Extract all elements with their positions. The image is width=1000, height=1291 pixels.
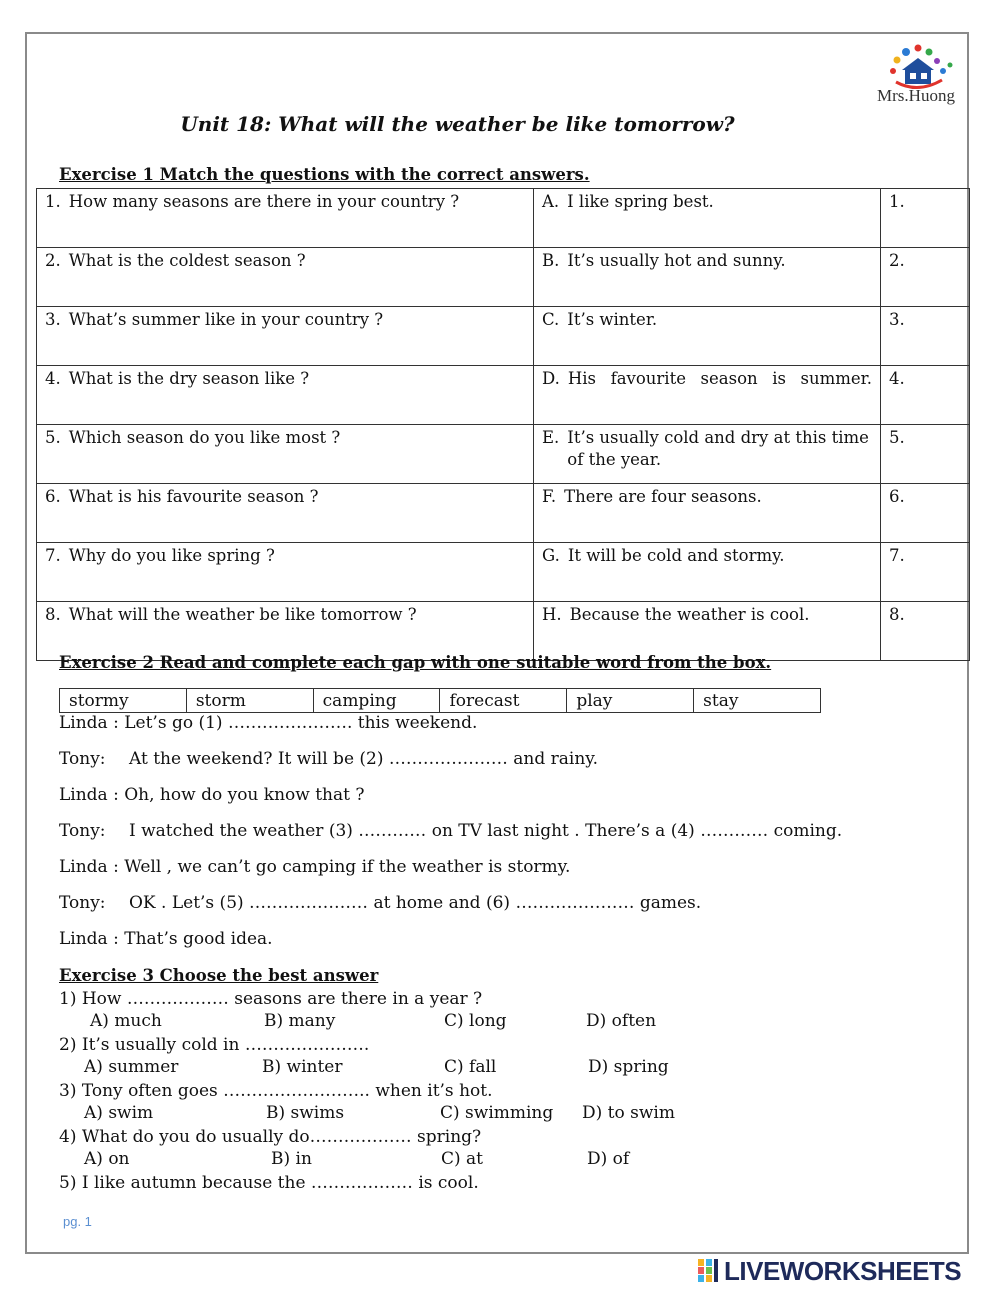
answer-slot[interactable]: 1. xyxy=(881,189,970,248)
speaker-name: Tony: xyxy=(59,821,106,841)
question-text: What is the coldest season ? xyxy=(68,251,306,270)
word-box-item: play xyxy=(567,689,694,713)
matching-table xyxy=(36,188,970,661)
question-number: 5. xyxy=(45,428,61,447)
answer-slot[interactable]: 4. xyxy=(881,366,970,425)
word-box-item: stormy xyxy=(60,689,187,713)
answer-slot[interactable]: 5. xyxy=(881,425,970,484)
dialogue-text[interactable]: At the weekend? It will be (2) ………………… and rainy. xyxy=(129,749,599,769)
answer-option[interactable]: D) often xyxy=(586,1011,657,1031)
dialogue-text: That’s good idea. xyxy=(124,929,273,949)
answer-option[interactable]: C) swimming xyxy=(440,1103,554,1123)
answer-text: I like spring best. xyxy=(567,192,714,211)
answer-option[interactable]: C) at xyxy=(441,1149,484,1169)
answer-option[interactable]: B) winter xyxy=(262,1057,343,1077)
answer-letter: E. xyxy=(542,428,560,447)
page-number: pg. 1 xyxy=(63,1214,92,1229)
question-text: Why do you like spring ? xyxy=(68,546,275,565)
answer-slot[interactable]: 3. xyxy=(881,307,970,366)
dialogue-line xyxy=(59,821,842,841)
question-text: How many seasons are there in your country ? xyxy=(68,192,460,211)
word-box-item: camping xyxy=(313,689,440,713)
question-number: 4. xyxy=(45,369,61,388)
answer-letter: B. xyxy=(542,251,560,270)
dialogue-text[interactable]: I watched the weather (3) ………… on TV last night . There’s a (4) ………… coming. xyxy=(129,821,843,841)
answer-option[interactable]: D) to swim xyxy=(582,1103,675,1123)
logo-text: Mrs.Huong xyxy=(877,86,955,105)
word-box-item: forecast xyxy=(440,689,567,713)
dialogue-line xyxy=(59,713,477,733)
table-row xyxy=(37,307,970,366)
exercise-2-heading: Exercise 2 Read and complete each gap with one suitable word from the box. xyxy=(59,653,772,672)
exercise-3-heading: Exercise 3 Choose the best answer xyxy=(59,966,379,985)
answer-text: His favourite season is summer. xyxy=(567,369,872,388)
answer-option[interactable]: B) swims xyxy=(266,1103,345,1123)
liveworksheets-logo xyxy=(698,1255,962,1286)
word-box xyxy=(59,688,821,713)
word-box-item: storm xyxy=(186,689,313,713)
dialogue-text: Well , we can’t go camping if the weather is stormy. xyxy=(124,857,571,877)
answer-letter: A. xyxy=(542,192,560,211)
table-row xyxy=(37,189,970,248)
table-row xyxy=(37,602,970,661)
answer-option[interactable]: A) much xyxy=(90,1011,162,1031)
question-number: 7. xyxy=(45,546,61,565)
answer-option[interactable]: B) many xyxy=(264,1011,336,1031)
answer-letter: C. xyxy=(542,310,560,329)
question-number: 1. xyxy=(45,192,61,211)
question-number: 6. xyxy=(45,487,61,506)
answer-option[interactable]: D) spring xyxy=(588,1057,669,1077)
dialogue-text[interactable]: Let’s go (1) …………………. this weekend. xyxy=(124,713,478,733)
question-text: What’s summer like in your country ? xyxy=(68,310,384,329)
answer-option[interactable]: A) swim xyxy=(84,1103,154,1123)
question-text[interactable]: 5) I like autumn because the ……………… is cool. xyxy=(59,1173,479,1193)
answer-slot[interactable]: 7. xyxy=(881,543,970,602)
answer-option[interactable]: C) fall xyxy=(444,1057,497,1077)
dialogue-text: Oh, how do you know that ? xyxy=(124,785,365,805)
question-number: 3. xyxy=(45,310,61,329)
question-text: What is the dry season like ? xyxy=(68,369,310,388)
answer-option[interactable]: B) in xyxy=(271,1149,312,1169)
dialogue-line xyxy=(59,929,273,949)
answer-text: It’s winter. xyxy=(567,310,658,329)
answer-text: Because the weather is cool. xyxy=(569,605,810,624)
dialogue-line xyxy=(59,893,701,913)
answer-letter: F. xyxy=(542,487,557,506)
speaker-name: Tony: xyxy=(59,749,106,769)
speaker-name: Linda : xyxy=(59,713,119,733)
speaker-name: Linda : xyxy=(59,857,119,877)
answer-text: There are four seasons. xyxy=(564,487,762,506)
table-row xyxy=(37,366,970,425)
speaker-name: Tony: xyxy=(59,893,106,913)
answer-slot[interactable]: 2. xyxy=(881,248,970,307)
answer-letter: H. xyxy=(542,605,562,624)
answer-option[interactable]: C) long xyxy=(444,1011,507,1031)
question-text: Which season do you like most ? xyxy=(68,428,341,447)
answer-slot[interactable]: 6. xyxy=(881,484,970,543)
answer-text: It’s usually cold and dry at this time of the year. xyxy=(567,428,869,469)
dialogue-line xyxy=(59,749,598,769)
question-number: 8. xyxy=(45,605,61,624)
speaker-name: Linda : xyxy=(59,785,119,805)
answer-option[interactable]: A) summer xyxy=(84,1057,179,1077)
answer-text: It will be cold and stormy. xyxy=(567,546,785,565)
answer-option[interactable]: A) on xyxy=(84,1149,130,1169)
question-number: 2. xyxy=(45,251,61,270)
answer-slot[interactable]: 8. xyxy=(881,602,970,661)
answer-letter: D. xyxy=(542,369,560,388)
question-text: What will the weather be like tomorrow ? xyxy=(68,605,417,624)
dialogue-line xyxy=(59,857,570,877)
answer-letter: G. xyxy=(542,546,560,565)
word-box-item: stay xyxy=(694,689,821,713)
table-row xyxy=(37,425,970,484)
answer-text: It’s usually hot and sunny. xyxy=(567,251,786,270)
question-text[interactable]: 1) How ……………… seasons are there in a year ? xyxy=(59,989,483,1009)
speaker-name: Linda : xyxy=(59,929,119,949)
question-text[interactable]: 3) Tony often goes …………………….. when it’s hot. xyxy=(59,1081,493,1101)
question-text[interactable]: 4) What do you do usually do……………… spring? xyxy=(59,1127,482,1147)
dialogue-text[interactable]: OK . Let’s (5) ………………… at home and (6) ………………… games. xyxy=(129,893,702,913)
dialogue-line xyxy=(59,785,364,805)
table-row xyxy=(37,543,970,602)
table-row xyxy=(37,484,970,543)
brand-name: LIVEWORKSHEETS xyxy=(724,1255,962,1286)
liveworksheets-logo-icon xyxy=(698,1259,720,1283)
exercise-1-heading: Exercise 1 Match the questions with the correct answers. xyxy=(59,165,590,184)
question-text: What is his favourite season ? xyxy=(68,487,319,506)
answer-option[interactable]: D) of xyxy=(587,1149,630,1169)
question-text[interactable]: 2) It’s usually cold in …………………. xyxy=(59,1035,370,1055)
page-title: Unit 18: What will the weather be like tomorrow? xyxy=(180,112,735,136)
table-row xyxy=(37,248,970,307)
